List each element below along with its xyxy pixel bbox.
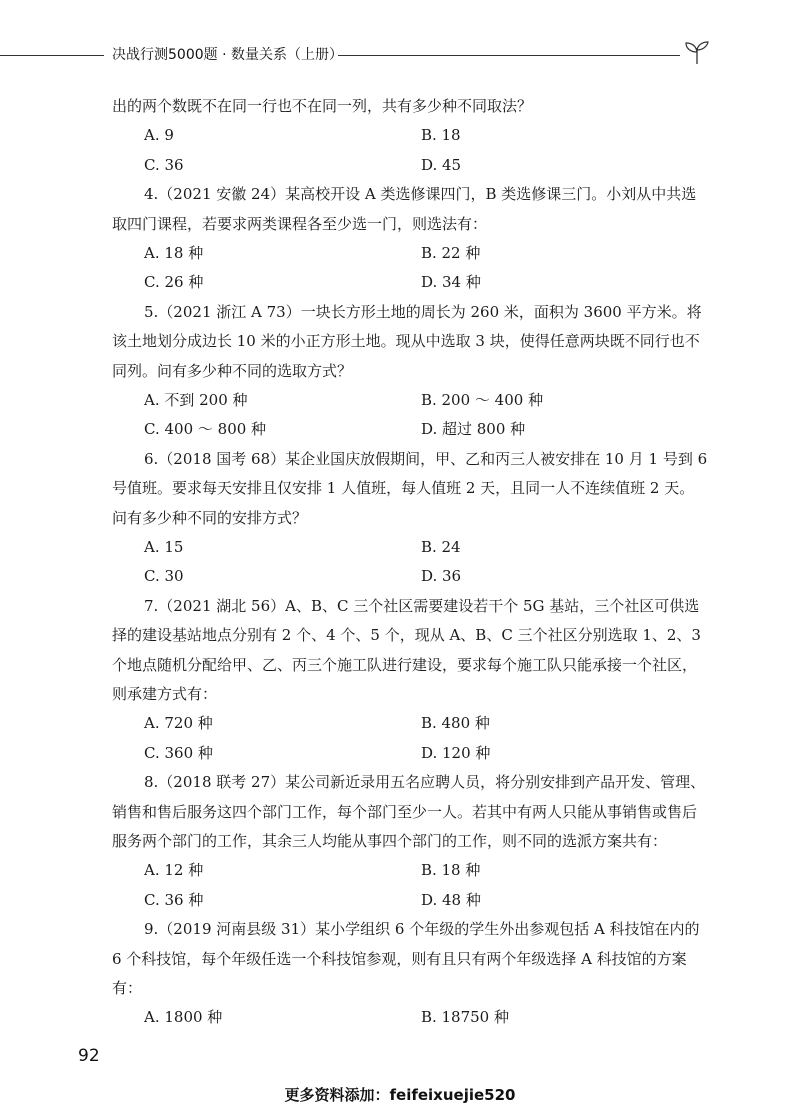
- option-b: B. 18 种: [420, 861, 481, 880]
- question-5-stem: 5.（2021 浙江 A 73）一块长方形土地的周长为 260 米，面积为 3600 平方米。将该土地划分成边长 10 米的小正方形土地。现从中选取 3 块，使得任意两块既不同行也不同列。问有多少种不同的选取方式？: [112, 302, 702, 380]
- option-a: A. 1800 种: [144, 1008, 223, 1027]
- question-7-stem: 7.（2021 湖北 56）A、B、C 三个社区需要建设若干个 5G 基站，三个社区可供选择的建设基站地点分别有 2 个、4 个、5 个，现从 A、B、C 三个社区分别选取 1、2、3 个地点随机分配给甲、乙、丙三个施工队进行建设，要求每个施工队只能承接一个社区，则承建方式有：: [112, 596, 701, 703]
- option-c: C. 400 ～ 800 种: [144, 420, 267, 439]
- options-row: [112, 739, 708, 768]
- option-d: D. 超过 800 种: [420, 420, 526, 439]
- option-b: B. 480 种: [420, 714, 490, 733]
- option-c: C. 30: [144, 567, 184, 586]
- option-a: A. 720 种: [144, 714, 213, 733]
- options-row: [112, 121, 708, 150]
- option-a: A. 18 种: [144, 244, 204, 262]
- sprout-icon: [680, 40, 714, 66]
- page-number: 92: [78, 1046, 100, 1066]
- option-a: A. 12 种: [144, 861, 204, 880]
- option-b: B. 200 ～ 400 种: [420, 391, 544, 409]
- question-6-stem: 6.（2018 国考 68）某企业国庆放假期间，甲、乙和丙三人被安排在 10 月 1 号到 6 号值班。要求每天安排且仅安排 1 人值班，每人值班 2 天，且同一人不连续值班 2 天。问有多少种不同的安排方式？: [112, 449, 708, 527]
- option-c: C. 26 种: [144, 273, 204, 292]
- option-a: A. 不到 200 种: [144, 391, 248, 409]
- options-row: [112, 151, 708, 180]
- options-row: [112, 1003, 708, 1032]
- options-row: [112, 533, 708, 562]
- page-header: [0, 40, 800, 70]
- header-rule-left: [0, 55, 104, 56]
- question-4-stem: 4.（2021 安徽 24）某高校开设 A 类选修课四门，B 类选修课三门。小刘从中共选取四门课程，若要求两类课程各至少选一门，则选法有：: [112, 185, 697, 233]
- options-row: [112, 856, 708, 885]
- option-b: B. 18750 种: [420, 1008, 509, 1027]
- option-c: C. 360 种: [144, 743, 213, 762]
- footer-note: 更多资料添加：feifeixuejie520: [284, 1086, 516, 1104]
- options-row: [112, 709, 708, 738]
- option-c: C. 36: [144, 155, 184, 174]
- book-title: 决战行测5000题 · 数量关系（上册）: [112, 47, 343, 63]
- option-b: B. 18: [420, 126, 461, 145]
- option-b: B. 22 种: [420, 244, 481, 262]
- option-d: D. 45: [420, 155, 462, 174]
- option-c: C. 36 种: [144, 890, 204, 909]
- options-row: [112, 886, 708, 915]
- options-row: [112, 268, 708, 297]
- question-3-stem: 出的两个数既不在同一行也不在同一列，共有多少种不同取法？: [112, 97, 533, 115]
- options-row: [112, 415, 708, 444]
- question-content: [112, 92, 708, 1033]
- options-row: [112, 239, 708, 268]
- option-a: A. 9: [144, 126, 174, 145]
- option-a: A. 15: [144, 538, 184, 556]
- options-row: [112, 562, 708, 591]
- question-8-stem: 8.（2018 联考 27）某公司新近录用五名应聘人员，将分别安排到产品开发、管理、销售和售后服务这四个部门工作，每个部门至少一人。若其中有两人只能从事销售或售后服务两个部门的工作，其余三人均能从事四个部门的工作，则不同的选派方案共有：: [112, 773, 706, 850]
- option-d: D. 36: [420, 567, 462, 586]
- option-b: B. 24: [420, 538, 461, 556]
- question-9-stem: 9.（2019 河南县级 31）某小学组织 6 个年级的学生外出参观包括 A 科技馆在内的 6 个科技馆，每个年级任选一个科技馆参观，则有且只有两个年级选择 A 科技馆的方案有：: [112, 920, 700, 997]
- option-d: D. 34 种: [420, 273, 481, 292]
- options-row: [112, 386, 708, 415]
- option-d: D. 48 种: [420, 890, 481, 909]
- header-rule-right: [338, 55, 680, 56]
- option-d: D. 120 种: [420, 743, 491, 762]
